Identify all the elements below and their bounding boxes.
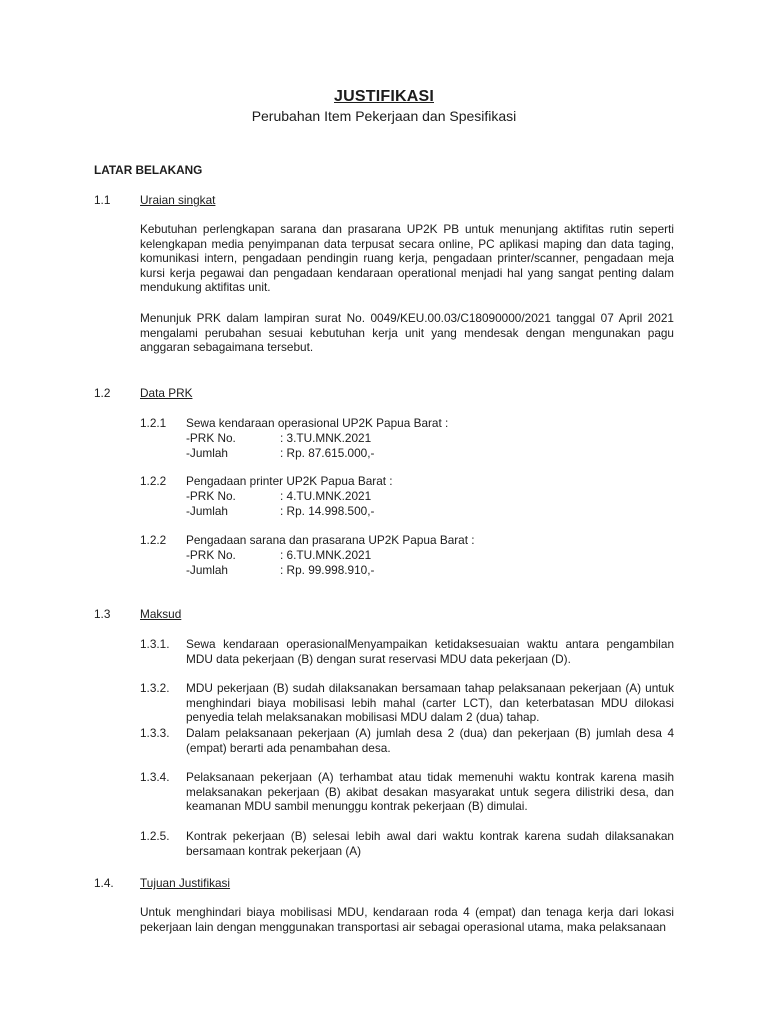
maksud-item-number: 1.2.5. bbox=[140, 829, 170, 843]
prk-item-title: Sewa kendaraan operasional UP2K Papua Barat : bbox=[186, 416, 449, 430]
section-title-1-3: Maksud bbox=[140, 607, 182, 621]
prk-item-number: 1.2.2 bbox=[140, 533, 167, 547]
maksud-item-number: 1.3.3. bbox=[140, 726, 170, 740]
jumlah-value: : Rp. 87.615.000,- bbox=[280, 446, 375, 460]
maksud-item-text: Kontrak pekerjaan (B) selesai lebih awal dari waktu kontrak karena sudah dilaksanakan bersamaan kontrak pekerjaan (A) bbox=[186, 829, 674, 858]
maksud-item-text: MDU pekerjaan (B) sudah dilaksanakan bersamaan tahap pelaksanaan pekerjaan (A) untuk menghindari biaya mobilisasi lebih mahal (carter LCT), dan keterbatasan MDU dilokasi penyedia telah melaksanakan mobilisasi MDU dalam 2 (dua) tahap. bbox=[186, 681, 674, 725]
jumlah-label: -Jumlah bbox=[186, 563, 228, 577]
prk-item-title: Pengadaan printer UP2K Papua Barat : bbox=[186, 474, 393, 488]
jumlah-value: : Rp. 99.998.910,- bbox=[280, 563, 375, 577]
document-title: JUSTIFIKASI bbox=[334, 88, 434, 105]
section-number-1-3: 1.3 bbox=[94, 607, 111, 621]
paragraph-1-1-b: Menunjuk PRK dalam lampiran surat No. 0049/KEU.00.03/C18090000/2021 tanggal 07 April 2021 mengalami perubahan sesuai kebutuhan kerja unit yang mendesak dengan mengunakan pagu anggaran sebagaimana tersebut. bbox=[140, 311, 674, 355]
document-subtitle: Perubahan Item Pekerjaan dan Spesifikasi bbox=[251, 108, 517, 124]
section-title-1-4: Tujuan Justifikasi bbox=[140, 876, 231, 890]
maksud-item-text: Dalam pelaksanaan pekerjaan (A) jumlah desa 2 (dua) dan pekerjaan (B) jumlah desa 4 (empat) berarti ada penambahan desa. bbox=[186, 726, 674, 755]
jumlah-value: : Rp. 14.998.500,- bbox=[280, 504, 375, 518]
maksud-item-text: Sewa kendaraan operasionalMenyampaikan ketidaksesuaian waktu antara pengambilan MDU data pekerjaan (B) dengan surat reservasi MDU data pekerjaan (D). bbox=[186, 637, 674, 666]
section-title-1-2: Data PRK bbox=[140, 386, 193, 400]
prk-label: -PRK No. bbox=[186, 489, 236, 503]
section-number-1-4: 1.4. bbox=[94, 876, 114, 890]
prk-value: : 6.TU.MNK.2021 bbox=[280, 548, 372, 562]
paragraph-1-4: Untuk menghindari biaya mobilisasi MDU, kendaraan roda 4 (empat) dan tenaga kerja dari lokasi pekerjaan lain dengan menggunakan transportasi air sebagai operasional utama, maka pelaksanaan bbox=[140, 905, 674, 934]
maksud-item-number: 1.3.4. bbox=[140, 770, 170, 784]
paragraph-1-1-a: Kebutuhan perlengkapan sarana dan prasarana UP2K PB untuk menunjang aktifitas rutin seperti kelengkapan media penyimpanan data terpusat secara online, PC aplikasi maping dan data taging, komunikasi intern, pengadaan pendingin ruang kerja, pengadaan printer/scanner, pengadaan meja kursi kerja pegawai dan pengadaan kendaraan operational menjadi hal yang sangat penting dalam mendukung aktifitas unit. bbox=[140, 222, 674, 295]
section-heading: LATAR BELAKANG bbox=[94, 163, 203, 177]
section-title-1-1: Uraian singkat bbox=[140, 193, 216, 207]
section-number-1-1: 1.1 bbox=[94, 193, 111, 207]
prk-label: -PRK No. bbox=[186, 431, 236, 445]
prk-item-number: 1.2.2 bbox=[140, 474, 167, 488]
maksud-item-number: 1.3.1. bbox=[140, 637, 170, 651]
maksud-item-number: 1.3.2. bbox=[140, 681, 170, 695]
prk-item-number: 1.2.1 bbox=[140, 416, 167, 430]
prk-value: : 4.TU.MNK.2021 bbox=[280, 489, 372, 503]
prk-value: : 3.TU.MNK.2021 bbox=[280, 431, 372, 445]
section-number-1-2: 1.2 bbox=[94, 386, 111, 400]
prk-label: -PRK No. bbox=[186, 548, 236, 562]
prk-item-title: Pengadaan sarana dan prasarana UP2K Papua Barat : bbox=[186, 533, 475, 547]
jumlah-label: -Jumlah bbox=[186, 504, 228, 518]
maksud-item-text: Pelaksanaan pekerjaan (A) terhambat atau tidak memenuhi waktu kontrak karena masih melaksanakan pekerjaan (B) akibat desakan masyarakat untuk segera dilistriki desa, dan keamanan MDU sambil menunggu kontrak pekerjaan (B) dimulai. bbox=[186, 770, 674, 814]
jumlah-label: -Jumlah bbox=[186, 446, 228, 460]
